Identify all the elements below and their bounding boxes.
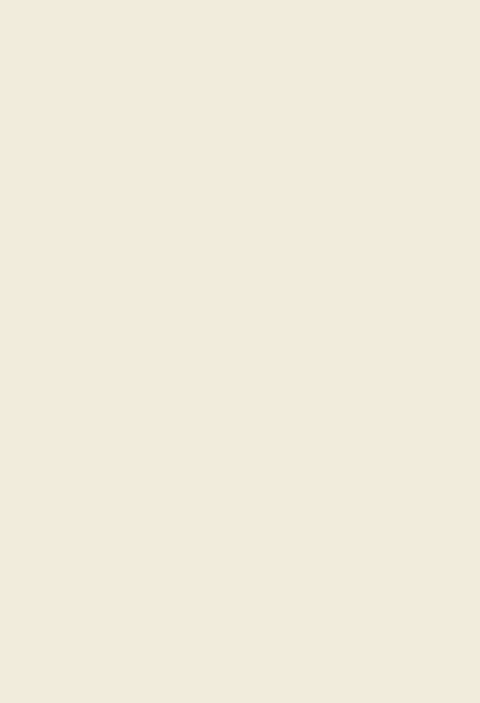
staff-system-2-bass: [0, 340, 480, 380]
staff-system-3-bass: [0, 478, 480, 518]
staff-system-4-treble: [0, 540, 480, 580]
staff-system-4-bass: [0, 612, 480, 652]
staff-system-1-bass: [0, 180, 480, 220]
staff-system-2-treble: [0, 240, 480, 280]
staff-system-3-treble: [0, 404, 480, 444]
staff-system-1-treble: [0, 80, 480, 120]
